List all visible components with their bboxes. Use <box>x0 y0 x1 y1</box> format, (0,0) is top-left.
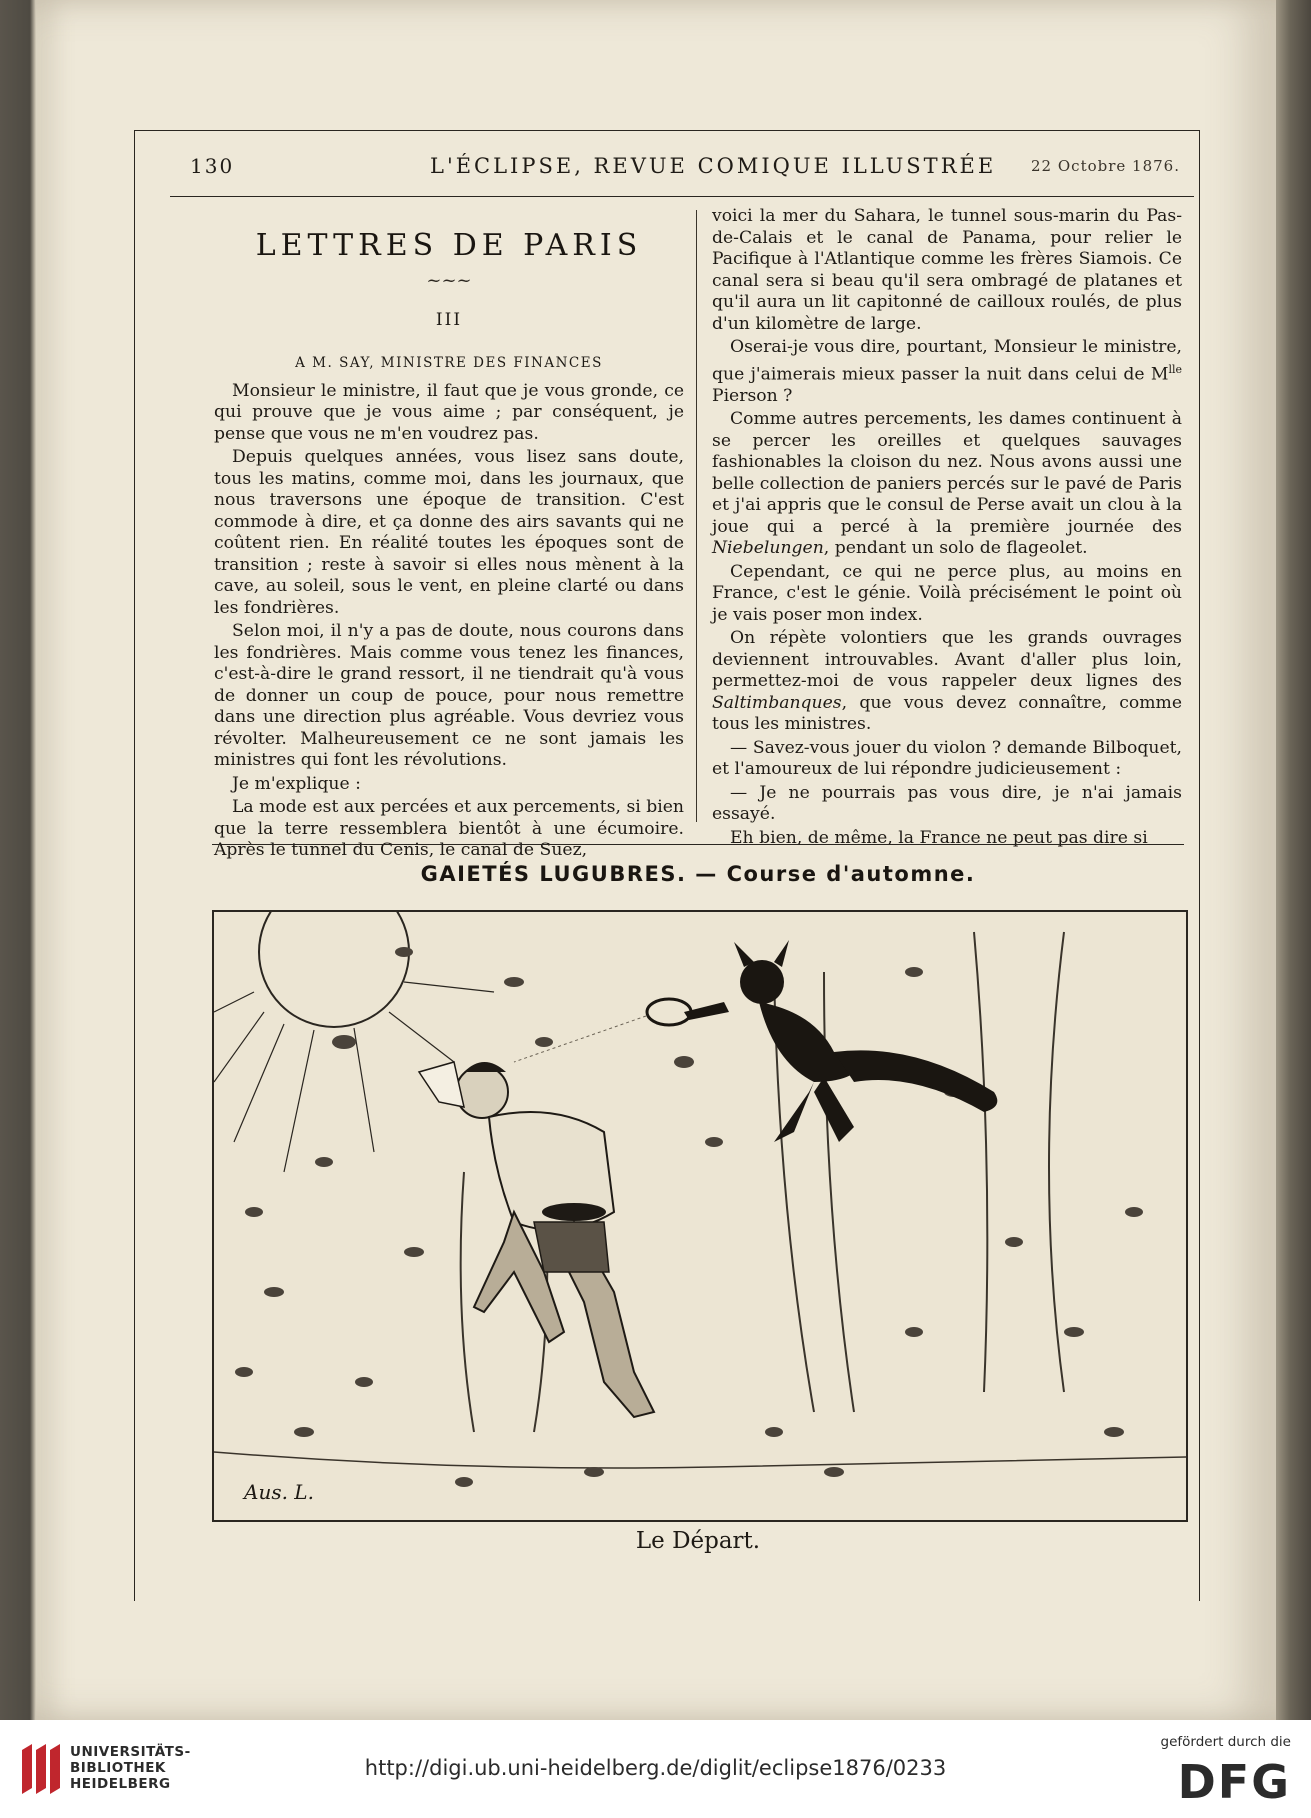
journal-title: L'ÉCLIPSE, REVUE COMIQUE ILLUSTRÉE <box>430 154 997 178</box>
left-column <box>214 206 684 862</box>
illustration-caption: Le Départ. <box>635 1528 761 1554</box>
institution-line: HEIDELBERG <box>70 1776 171 1792</box>
text-run: On répète volontiers que les grands ouvrages deviennent introuvables. Avant d'aller plus loin, permettez-moi de vous rappeler deux lignes des <box>712 628 1182 692</box>
spray-line <box>514 1016 646 1062</box>
article-title: LETTRES DE PARIS <box>255 228 643 263</box>
paragraph: La mode est aux percées et aux percements, si bien que la terre ressemblera bientôt à une écumoire. Après le tunnel du Cenis, le canal de Suez, <box>214 797 684 860</box>
paragraph: Cependant, ce qui ne perce plus, au moins en France, c'est le génie. Voilà précisément le point où je vais poser mon index. <box>712 561 1182 625</box>
letter-number: III <box>435 309 463 330</box>
text-run: Pierson ? <box>712 385 793 406</box>
italic-title: Saltimbanques <box>712 692 842 713</box>
page-number: 130 <box>190 154 235 178</box>
paragraph <box>712 409 1182 560</box>
paragraph: — Je ne pourrais pas vous dire, je n'ai jamais essayé. <box>712 782 1182 825</box>
paragraph <box>712 337 1182 407</box>
paragraph: Je m'explique : <box>232 773 361 794</box>
header-rule <box>170 196 1194 197</box>
italic-title: Niebelungen <box>712 538 824 559</box>
text-run: Oserai-je vous dire, pourtant, Monsieur le ministre, que j'aimerais mieux passer la nuit dans celui de M <box>712 337 1182 385</box>
cartoon-drawing <box>214 912 1186 1520</box>
walking-man <box>419 1062 654 1417</box>
dfg-wordmark: DFG <box>1177 1755 1291 1809</box>
paragraph <box>712 628 1182 736</box>
devil-figure <box>647 940 997 1142</box>
paragraph: voici la mer du Sahara, le tunnel sous-marin du Pas-de-Calais et le canal de Panama, pour relier le Pacifique à l'Atlantique comme les frères Siamois. Ce canal sera si beau qu'il sera ombragé de platanes et qu'il aura un lit capitonné de cailloux roulés, de plus d'un kilomètre de large. <box>712 206 1182 334</box>
falling-leaves <box>235 947 1143 1487</box>
dfg-logo <box>1177 1755 1291 1809</box>
sun-shape <box>259 912 409 1027</box>
cartoon-illustration <box>212 910 1188 1522</box>
section-rule <box>212 844 1184 845</box>
text-run: Comme autres percements, les dames continuent à se percer les oreilles et quelques sauvages fashionables la cloison du nez. Nous avons aussi une belle collection de paniers percés sur le pavé de Paris et j'ai appris que le consul de Perse avait un clou à la joue qui a percé à la première journée des <box>712 409 1182 537</box>
dedication: A M. SAY, MINISTRE DES FINANCES <box>295 355 603 371</box>
paragraph: Depuis quelques années, vous lisez sans doute, tous les matins, comme moi, dans les journaux, que nous traversons une époque de transition. C'est commode à dire, et ça donne des airs savants qui ne coûtent rien. En réalité toutes les époques sont de transition ; reste à savoir si elles nous mènent à la cave, au soleil, sous le vent, en pleine clarté ou dans les fondrières. <box>214 447 684 618</box>
issue-date: 22 Octobre 1876. <box>1031 157 1180 175</box>
footer-bar <box>0 1720 1311 1818</box>
paragraph: Eh bien, de même, la France ne peut pas dire si <box>730 827 1148 848</box>
ground-line <box>214 1452 1186 1468</box>
institution-line: BIBLIOTHEK <box>70 1760 166 1776</box>
paragraph: Selon moi, il n'y a pas de doute, nous courons dans les fondrières. Mais comme vous tenez les finances, c'est-à-dire le grand ressort, il ne tiendrait qu'à vous de donner un coup de pouce, pour nous remettre dans une direction plus agréable. Vous devriez vous révolter. Malheureusement ce ne sont jamais les ministres qui font les révolutions. <box>214 621 684 770</box>
ornament: ~~~ <box>426 270 472 291</box>
right-column <box>712 206 1182 849</box>
superscript: lle <box>1168 362 1182 376</box>
text-run: , pendant un solo de flageolet. <box>823 538 1088 559</box>
running-head <box>150 150 1190 190</box>
source-url-link[interactable]: http://digi.ub.uni-heidelberg.de/diglit/eclipse1876/0233 <box>364 1756 947 1780</box>
paragraph: — Savez-vous jouer du violon ? demande Bilboquet, et l'amoureux de lui répondre judicieusement : <box>712 737 1182 780</box>
institution-line: UNIVERSITÄTS- <box>70 1744 191 1760</box>
illustration-title: GAIETÉS LUGUBRES. — Course d'automne. <box>420 862 976 886</box>
funded-by-label: gefördert durch die <box>1160 1734 1291 1750</box>
text-run: , que vous devez connaître, comme tous les ministres. <box>712 692 1182 735</box>
column-rule <box>696 210 697 822</box>
artist-signature: Aus. L. <box>244 1480 314 1504</box>
paragraph: Monsieur le ministre, il faut que je vous gronde, ce qui prouve que je vous aime ; par conséquent, je pense que vous ne m'en voudrez pas. <box>214 380 684 444</box>
